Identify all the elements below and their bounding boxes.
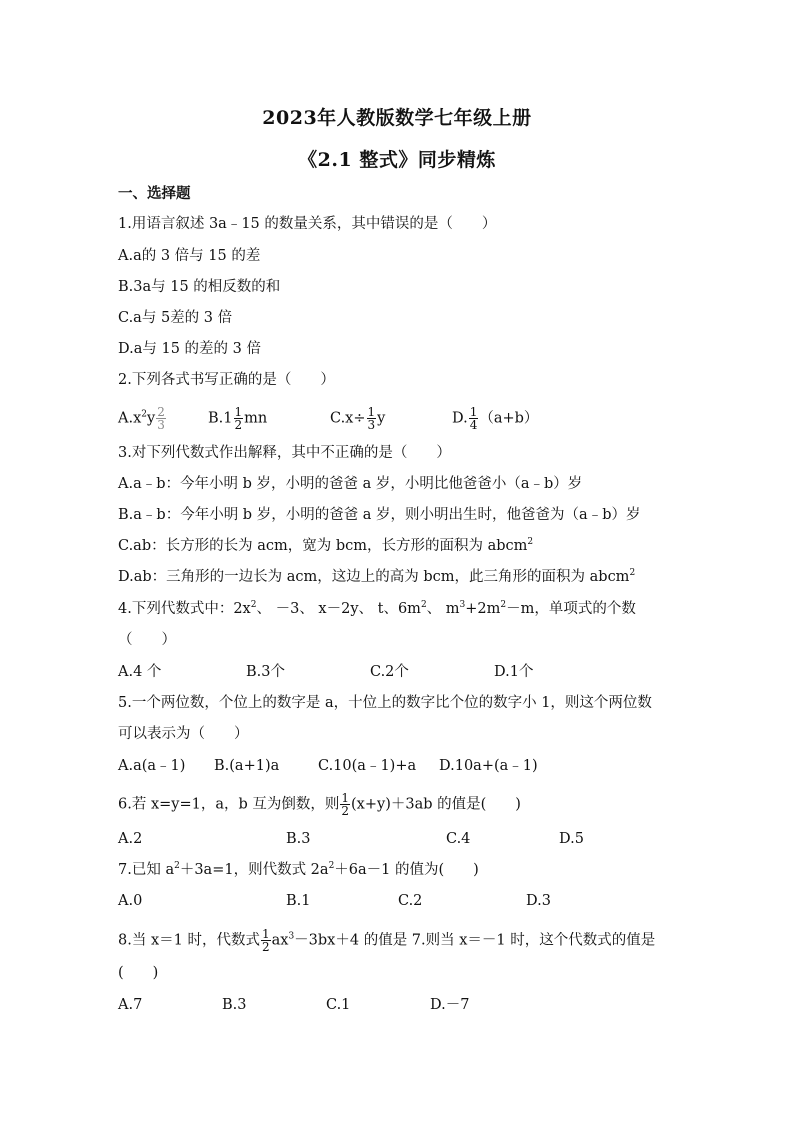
question-3-option-c: C.ab：长方形的长为 acm，宽为 bcm，长方形的面积为 abcm$^2$ — [118, 537, 534, 554]
question-2-option-b: B.1 $\frac{1}{2}$ mn — [208, 405, 268, 432]
question-3-stem: 3.对下列代数式作出解释，其中不正确的是（ ） — [118, 445, 451, 461]
question-1-option-d: D.a与 15 的差的 3 倍 — [118, 341, 261, 357]
question-3-option-b: B.a﹣b：今年小明 b 岁，小明的爸爸 a 岁，则小明出生时，他爸爸为（a﹣b）岁 — [118, 507, 641, 523]
fraction: $\frac{1}{4}$ — [469, 405, 478, 432]
question-7-option-d: D.3 — [526, 893, 551, 909]
question-8-option-b: B.3 — [222, 997, 247, 1013]
question-3-option-d: D.ab：三角形的一边长为 acm，这边上的高为 bcm，此三角形的面积为 abcm$^2$ — [118, 568, 636, 585]
question-7-option-a: A.0 — [118, 893, 143, 909]
question-5-option-d: D.10a+(a﹣1) — [439, 758, 538, 774]
question-7-option-c: C.2 — [398, 893, 423, 909]
question-4-stem: 4.下列代数式中：$2x^2$、 －3、 x－2y、 t、$6m^2$、 $m^3+2m^2-m$，单项式的个数 — [118, 600, 636, 617]
question-1-stem: 1.用语言叙述 3a﹣15 的数量关系，其中错误的是（ ） — [118, 216, 497, 232]
question-8-option-d: D.－7 — [430, 997, 470, 1013]
question-3-option-a: A.a﹣b：今年小明 b 岁，小明的爸爸 a 岁，小明比他爸爸小（a﹣b）岁 — [118, 476, 583, 492]
section-heading: 一、选择题 — [118, 185, 191, 202]
question-8-option-c: C.1 — [326, 997, 351, 1013]
question-5-option-a: A.a(a﹣1) — [118, 758, 186, 774]
question-4-option-c: C.2个 — [370, 664, 409, 680]
question-4-option-a: A.4 个 — [118, 664, 162, 680]
question-6-option-d: D.5 — [559, 831, 584, 847]
question-2-option-a: $A.x^2y$ $\frac{2}{3}$ — [118, 405, 165, 432]
question-4-option-d: D.1个 — [494, 664, 534, 680]
question-5-stem: 5.一个两位数，个位上的数字是 a，十位上的数字比个位的数字小 1，则这个两位数 — [118, 695, 652, 711]
question-4-answer-blank: （ ） — [118, 632, 176, 648]
fraction: $\frac{1}{3}$ — [367, 405, 376, 432]
document-subtitle: 《2.1 整式》同步精炼 — [298, 149, 496, 171]
question-6-option-a: A.2 — [118, 831, 143, 847]
question-8-stem: 8.当 x＝1 时，代数式 $\frac{1}{2}$ $ax^3-3bx+4$ 的值是 7.则当 x＝－1 时，这个代数式的值是 — [118, 927, 656, 954]
question-2-stem: 2.下列各式书写正确的是（ ） — [118, 372, 335, 388]
question-1-option-c: C.a与 5差的 3 倍 — [118, 310, 233, 326]
question-2-option-d: D. $\frac{1}{4}$ （a+b） — [452, 405, 539, 432]
question-6-option-b: B.3 — [286, 831, 311, 847]
question-4-option-b: B.3个 — [246, 664, 285, 680]
question-5-stem-line2: 可以表示为（ ） — [118, 726, 249, 742]
question-1-option-b: B.3a与 15 的相反数的和 — [118, 279, 281, 295]
question-6-stem: 6.若 x=y=1，a，b 互为倒数，则 $\frac{1}{2}$ (x+y)＋3ab 的值是( ) — [118, 791, 521, 818]
document-title: 2023年人教版数学七年级上册 — [262, 107, 532, 129]
question-6-option-c: C.4 — [446, 831, 471, 847]
fraction: $\frac{1}{2}$ — [234, 405, 243, 432]
question-5-option-c: C.10(a﹣1)+a — [318, 758, 417, 774]
fraction: $\frac{1}{2}$ — [261, 927, 270, 954]
fraction: $\frac{1}{2}$ — [341, 791, 350, 818]
fraction: $\frac{2}{3}$ — [157, 405, 165, 432]
question-7-stem: 7.已知 $a^2+3a=1$，则代数式 $2a^2+6a-1$ 的值为( ) — [118, 861, 479, 878]
question-8-answer-blank: ( ) — [118, 965, 159, 981]
question-2-option-c: C.x÷ $\frac{1}{3}$ y — [330, 405, 386, 432]
question-1-option-a: A.a的 3 倍与 15 的差 — [118, 248, 261, 264]
question-7-option-b: B.1 — [286, 893, 311, 909]
question-5-option-b: B.(a+1)a — [214, 758, 280, 774]
question-8-option-a: A.7 — [118, 997, 143, 1013]
